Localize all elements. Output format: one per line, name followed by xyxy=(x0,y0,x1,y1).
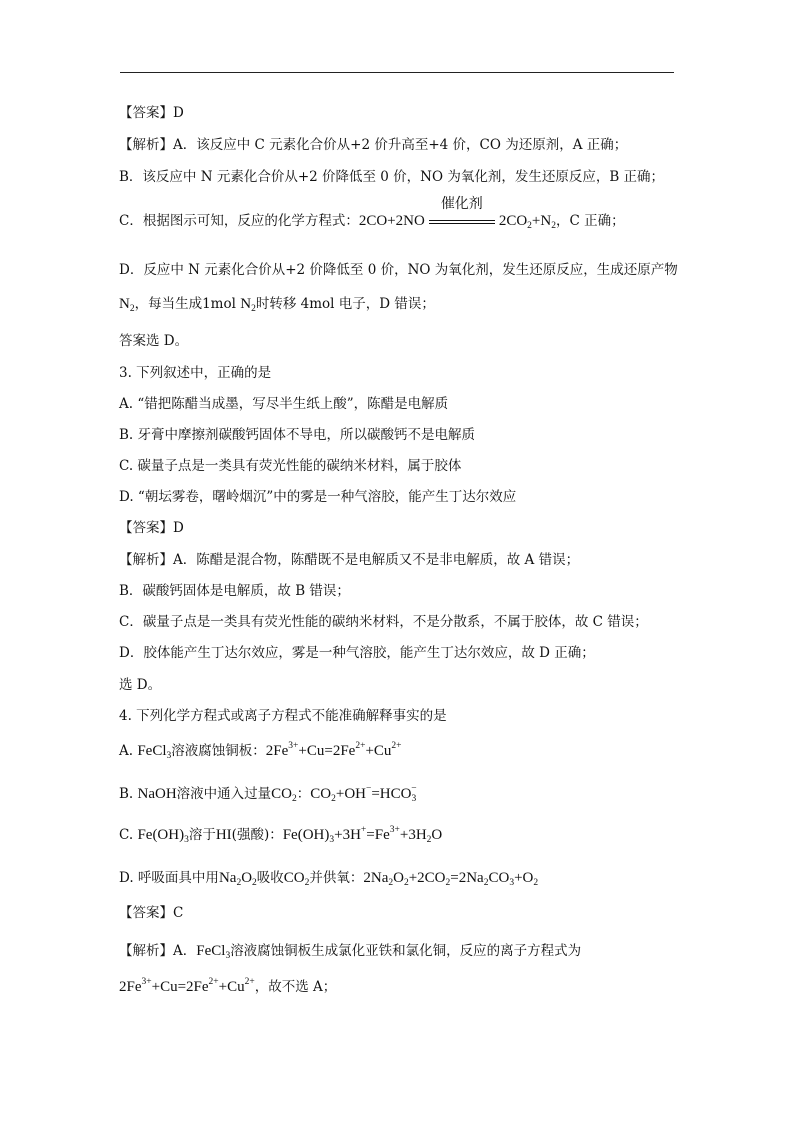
analysis-d: D．反应中 N 元素化合价从+2 价降低至 0 价，NO 为氧化剂，发生还原反应，生成还原产物 xyxy=(119,262,678,278)
q4-option-a: A. FeCl$_3$溶液腐蚀铜板：$2Fe^{3+}+Cu=2Fe^{2+}+Cu^{2+}$ xyxy=(119,741,402,761)
q4-answer: 【答案】C xyxy=(119,905,184,921)
analysis-d-cont: $N_2$，每当生成1mol $N_2$时转移 4mol 电子，D 错误； xyxy=(119,296,435,314)
q3-analysis-b: B．碳酸钙固体是电解质，故 B 错误； xyxy=(119,583,350,599)
q3-option-c: C. 碳量子点是一类具有荧光性能的碳纳米材料，属于胶体 xyxy=(119,458,462,474)
equation-co2-oh: $CO_2+OH^-=HCO_3^-$ xyxy=(310,784,417,804)
question-4: 4. 下列化学方程式或离子方程式不能准确解释事实的是 xyxy=(119,708,447,724)
formula-feoh3: $Fe(OH)_3$ xyxy=(137,827,189,845)
q3-answer: 【答案】D xyxy=(119,520,184,536)
equation-feoh3-h: $Fe(OH)_3+3H^+=Fe^{3+}+3H_2O$ xyxy=(282,825,443,845)
q3-choice: 选 D。 xyxy=(119,677,162,693)
question-3: 3. 下列叙述中，正确的是 xyxy=(119,365,272,381)
formula-co2-d: $CO_2$ xyxy=(283,870,310,888)
equation-left: 2CO+2NO xyxy=(358,213,425,229)
q3-analysis-a: 【解析】A．陈醋是混合物，陈醋既不是电解质又不是非电解质，故 A 错误； xyxy=(119,552,580,568)
q3-option-a: A. “错把陈醋当成墨，写尽半生纸上酸”，陈醋是电解质 xyxy=(119,396,449,412)
analysis-c: C．根据图示可知，反应的化学方程式：2CO+2NO 催化剂 $2CO_2+N_2$，C 正确； xyxy=(119,196,625,231)
equation-fe-cu-2: $2Fe^{3+}+Cu=2Fe^{2+}+Cu^{2+}$ xyxy=(119,977,255,995)
analysis-a: 【解析】A．该反应中 C 元素化合价从+2 价升高至+4 价，CO 为还原剂，A 正确； xyxy=(119,137,628,153)
answer-line: 【答案】D xyxy=(119,105,184,121)
catalyst-label: 催化剂 xyxy=(440,196,483,212)
q3-analysis-d: D．胶体能产生丁达尔效应，雾是一种气溶胶，能产生丁达尔效应，故 D 正确； xyxy=(119,645,595,661)
equation-na2o2-co2: $2Na_2O_2+2CO_2=2Na_2CO_3+O_2$ xyxy=(363,870,539,888)
equation-right: $2CO_2+N_2$ xyxy=(498,213,556,231)
formula-fecl3: FeCl$_3$ xyxy=(137,743,172,761)
q4-option-b: B. NaOH溶液中通入过量$CO_2$：$CO_2+OH^-=HCO_3^-$ xyxy=(119,784,417,804)
formula-n2-2: $N_2$ xyxy=(240,296,256,314)
formula-co2: $CO_2$ xyxy=(271,786,297,804)
formula-hi: HI xyxy=(215,827,232,843)
formula-na2o2: $Na_2O_2$ xyxy=(218,870,257,888)
catalyst-arrow xyxy=(427,196,497,230)
q4-analysis-a-cont: $2Fe^{3+}+Cu=2Fe^{2+}+Cu^{2+}$，故不选 A； xyxy=(119,977,337,995)
q4-analysis-a: 【解析】A．FeCl$_3$溶液腐蚀铜板生成氯化亚铁和氯化铜，反应的离子方程式为 xyxy=(119,943,582,961)
formula-n2: $N_2$ xyxy=(119,296,135,314)
equation-fe-cu: $2Fe^{3+}+Cu=2Fe^{2+}+Cu^{2+}$ xyxy=(265,741,402,759)
q4-option-c: C. $Fe(OH)_3$溶于HI(强酸)：$Fe(OH)_3+3H^+=Fe^{3+}+3H_2O$ xyxy=(119,825,443,845)
q3-option-b: B. 牙膏中摩擦剂碳酸钙固体不导电，所以碳酸钙不是电解质 xyxy=(119,427,476,443)
q3-analysis-c: C．碳量子点是一类具有荧光性能的碳纳米材料，不是分散系，不属于胶体，故 C 错误； xyxy=(119,614,648,630)
formula-naoh: NaOH xyxy=(137,786,177,802)
answer-choice: 答案选 D。 xyxy=(119,333,189,349)
formula-fecl3-2: FeCl$_3$ xyxy=(196,943,231,961)
q3-option-d: D. “朝坛雾卷，曙岭烟沉”中的雾是一种气溶胶，能产生丁达尔效应 xyxy=(119,489,517,505)
q4-option-d: D. 呼吸面具中用$Na_2O_2$吸收$CO_2$并供氧：$2Na_2O_2+2CO_2=2Na_2CO_3+O_2$ xyxy=(119,870,539,888)
header-rule xyxy=(120,72,674,73)
analysis-b: B．该反应中 N 元素化合价从+2 价降低至 0 价，NO 为氧化剂，发生还原反应，B 正确； xyxy=(119,169,665,185)
